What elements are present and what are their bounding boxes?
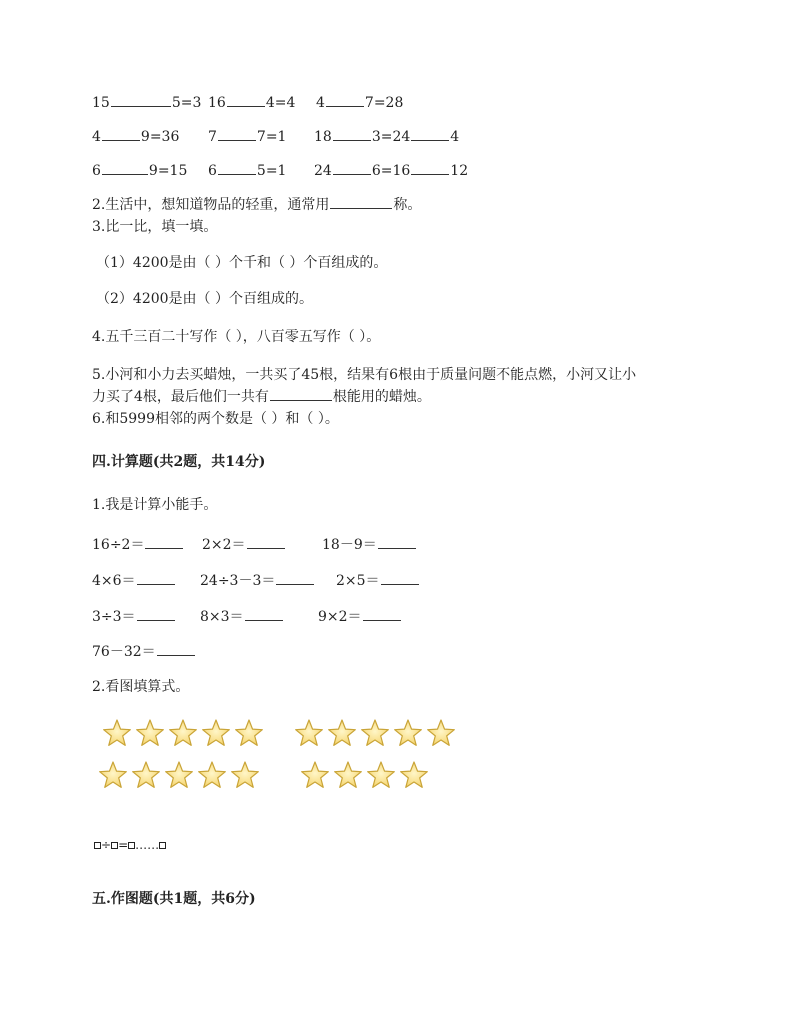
star-icon xyxy=(135,718,165,748)
calc-expression: 18－9＝ xyxy=(322,537,377,553)
formula-boxes xyxy=(94,836,166,854)
divide-sign: ÷ xyxy=(101,838,112,852)
calc-row-1c xyxy=(322,536,417,554)
answer-box[interactable] xyxy=(94,842,101,849)
calc-row-2c xyxy=(336,572,420,590)
fill-text: 7 xyxy=(208,129,217,145)
answer-blank[interactable] xyxy=(276,572,314,585)
star-icon xyxy=(164,760,194,790)
star-icon xyxy=(201,718,231,748)
answer-blank[interactable] xyxy=(378,536,416,549)
question-5-line-2 xyxy=(92,388,431,406)
fill-row-3c xyxy=(314,162,468,180)
calc-expression: 4×6＝ xyxy=(92,573,136,589)
fill-row-1c xyxy=(316,94,403,112)
equals-sign: = xyxy=(118,838,129,852)
star-icon xyxy=(234,718,264,748)
fill-text: 6=16 xyxy=(371,163,411,179)
answer-blank[interactable] xyxy=(270,388,332,401)
fill-row-1b xyxy=(208,94,295,112)
star-icon xyxy=(102,718,132,748)
answer-blank[interactable] xyxy=(411,128,449,141)
answer-blank[interactable] xyxy=(411,162,449,175)
fill-text: 7=28 xyxy=(364,95,404,111)
fill-row-3b xyxy=(208,162,286,180)
calc-expression: 16÷2＝ xyxy=(92,537,145,553)
fill-text: 5=3 xyxy=(171,95,202,111)
star-icon xyxy=(168,718,198,748)
fill-text: 9=15 xyxy=(148,163,188,179)
star-icon xyxy=(366,760,396,790)
calc-expression: 2×5＝ xyxy=(336,573,380,589)
answer-blank[interactable] xyxy=(245,608,283,621)
fill-text: 6 xyxy=(208,163,217,179)
section-4-q2-title: 2.看图填算式。 xyxy=(92,679,190,695)
section-4-q1-title: 1.我是计算小能手。 xyxy=(92,497,218,513)
answer-blank[interactable] xyxy=(102,162,148,175)
question-4: 4.五千三百二十写作（ ），八百零五写作（ ）。 xyxy=(92,329,381,345)
answer-blank[interactable] xyxy=(137,572,175,585)
fill-text: 7=1 xyxy=(256,129,287,145)
star-icon xyxy=(300,760,330,790)
question-text: 力买了4根，最后他们一共有 xyxy=(92,389,269,405)
star-icon xyxy=(399,760,429,790)
star-icon xyxy=(333,760,363,790)
question-text: 称。 xyxy=(393,197,422,213)
fill-text: 5=1 xyxy=(256,163,287,179)
star-icon xyxy=(98,760,128,790)
answer-blank[interactable] xyxy=(227,94,265,107)
answer-blank[interactable] xyxy=(326,94,364,107)
question-3-item-1: （1）4200是由（ ）个千和（ ）个百组成的。 xyxy=(96,255,388,271)
question-3-item-2: （2）4200是由（ ）个百组成的。 xyxy=(96,291,313,307)
calc-row-3c xyxy=(318,608,402,626)
calc-expression: 24÷3－3＝ xyxy=(200,573,276,589)
fill-text: 15 xyxy=(92,95,110,111)
fill-text: 24 xyxy=(314,163,332,179)
calc-row-1 xyxy=(92,536,184,554)
fill-text: 9=36 xyxy=(140,129,180,145)
question-6: 6.和5999相邻的两个数是（ ）和（ ）。 xyxy=(92,411,339,427)
calc-expression: 9×2＝ xyxy=(318,609,362,625)
answer-box[interactable] xyxy=(111,842,118,849)
section-5-heading: 五.作图题(共1题，共6分) xyxy=(92,891,256,907)
fill-row-2 xyxy=(92,128,179,146)
question-text: 2.生活中，想知道物品的轻重，通常用 xyxy=(92,197,330,213)
fill-text: 3=24 xyxy=(371,129,411,145)
calc-expression: 8×3＝ xyxy=(200,609,244,625)
fill-text: 4 xyxy=(450,129,460,145)
section-4-heading: 四.计算题(共2题，共14分) xyxy=(92,454,266,470)
calc-expression: 3÷3＝ xyxy=(92,609,136,625)
fill-row-3 xyxy=(92,162,187,180)
calc-expression: 2×2＝ xyxy=(202,537,246,553)
calc-row-3 xyxy=(92,608,176,626)
fill-text: 6 xyxy=(92,163,101,179)
answer-blank[interactable] xyxy=(247,536,285,549)
star-icon xyxy=(426,718,456,748)
calc-row-4 xyxy=(92,643,196,661)
answer-blank[interactable] xyxy=(137,608,175,621)
fill-text: 18 xyxy=(314,129,332,145)
question-2 xyxy=(92,196,421,214)
calc-row-1b xyxy=(202,536,286,554)
remainder-dots: …… xyxy=(135,838,160,852)
star-icon xyxy=(197,760,227,790)
answer-blank[interactable] xyxy=(145,536,183,549)
answer-blank[interactable] xyxy=(111,94,171,107)
fill-row-1 xyxy=(92,94,201,112)
star-icon xyxy=(294,718,324,748)
answer-blank[interactable] xyxy=(363,608,401,621)
answer-blank[interactable] xyxy=(218,162,256,175)
star-icon xyxy=(230,760,260,790)
answer-blank[interactable] xyxy=(218,128,256,141)
question-text: 根能用的蜡烛。 xyxy=(332,389,431,405)
calc-row-2b xyxy=(200,572,315,590)
answer-blank[interactable] xyxy=(333,162,371,175)
fill-text: 4=4 xyxy=(265,95,296,111)
answer-blank[interactable] xyxy=(381,572,419,585)
fill-text: 4 xyxy=(316,95,325,111)
answer-blank[interactable] xyxy=(330,196,392,209)
star-icon xyxy=(327,718,357,748)
fill-text: 12 xyxy=(450,163,469,179)
answer-blank[interactable] xyxy=(333,128,371,141)
star-icon xyxy=(360,718,390,748)
answer-blank[interactable] xyxy=(102,128,140,141)
fill-text: 16 xyxy=(208,95,226,111)
calc-row-3b xyxy=(200,608,284,626)
answer-blank[interactable] xyxy=(157,643,195,656)
fill-text: 4 xyxy=(92,129,101,145)
calc-row-2 xyxy=(92,572,176,590)
question-5-line-1: 5.小河和小力去买蜡烛，一共买了45根，结果有6根由于质量问题不能点燃，小河又让小 xyxy=(92,367,637,383)
star-icon xyxy=(131,760,161,790)
fill-row-2c xyxy=(314,128,459,146)
question-3-title: 3.比一比，填一填。 xyxy=(92,219,218,235)
answer-box[interactable] xyxy=(159,842,166,849)
calc-expression: 76－32＝ xyxy=(92,644,156,660)
star-icon xyxy=(393,718,423,748)
fill-row-2b xyxy=(208,128,286,146)
